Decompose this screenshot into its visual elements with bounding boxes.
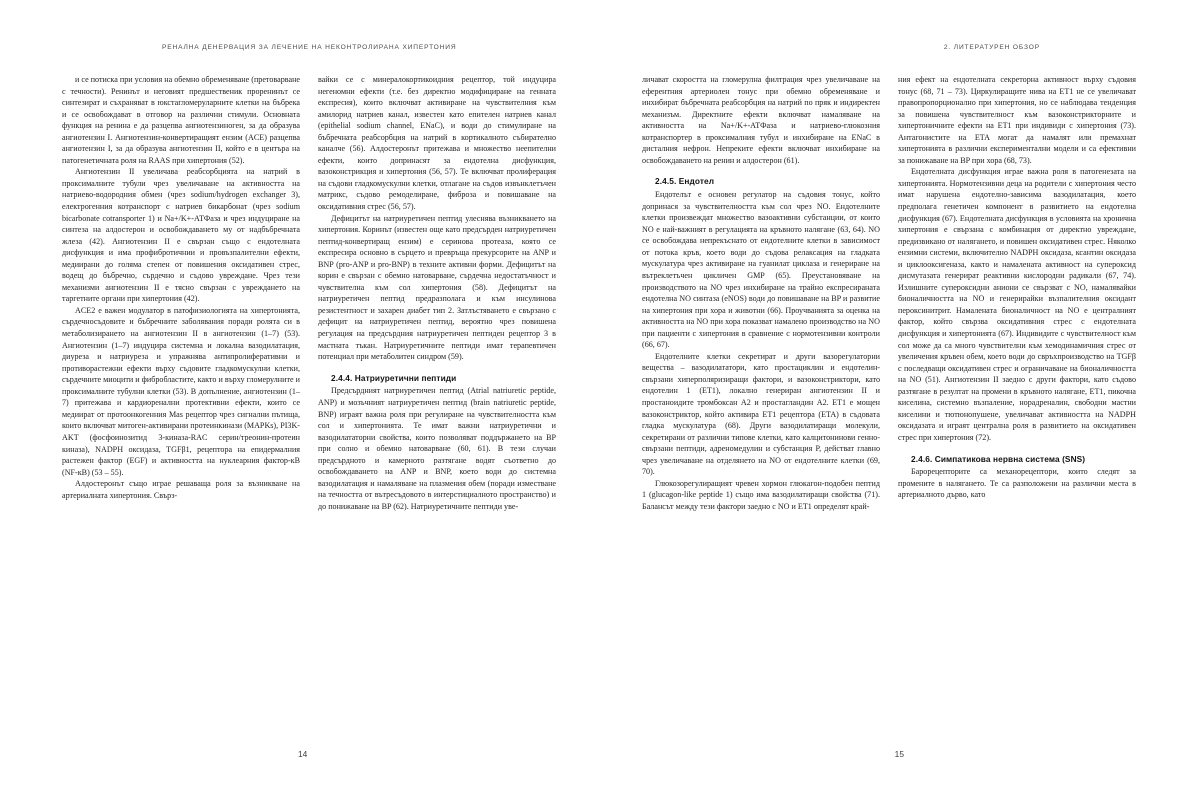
- paragraph: Ангиотензин II увеличава реабсорбцията на натрий в проксималните тубули чрез увеличаване на активността на натриево-водородния обмен (чрез sodium/hydrogen exchanger 3), електрогенния котранспорт с натриев бикарбонат (чрез sodium bicarbonate cotransporter 1) и Na+/K+-АТФаза и чрез индуциране на синтеза на алдостерон и освобождаването му от надбъбречната жлеза (42). Ангиотензин II е свързан също с ендотелната дисфункция и има профибротичнии и провъзпалителни ефекти, медиирани до голяма степен от повишения оксидативен стрес, водещ до бъбречно, сърдечно и съдово увреждане. Чрез тези механизми ангиотензин II е тясно свързан с увреждането на таргетните органи при хипертония (42).: [62, 167, 300, 304]
- paragraph: Алдостеронът също играе решаваща роля за възникване на артериалната хипертония. Свърз-: [62, 479, 300, 500]
- paragraph: и се потиска при условия на обемно обременяване (претоварване с течности). Ренинът и неговият предшественик проренинът се синтезират и съхраняват в юкстагломеруларните клетки на бъбрека и се освобождават в отговор на различни стимули. Основната функция на ренина е да разцепва ангиотензиноген, за да образува ангиотензин I. Ангиотензин-конвертиращият ензим (ACE) разцепва ангиотензин I, за да образува ангиотензин II, който е в центъра на патогенетичната роля на RAAS при хипертония (52).: [62, 75, 300, 165]
- running-header-right: 2. ЛИТЕРАТУРЕН ОБЗОР: [943, 44, 1040, 51]
- column-3: [642, 74, 880, 722]
- page-number-left: 14: [298, 749, 308, 759]
- page-number-right: 15: [894, 749, 904, 759]
- paragraph: Глюкозорегулиращият чревен хормон глюкагон-подобен пептид 1 (glucagon-like peptide 1) също има вазодилатиращи свойства (71). Балансът между тези фактори заедно с NO и ET1 определят край-: [642, 478, 880, 511]
- page-right: [600, 0, 1200, 807]
- paragraph: вайки се с минералокортикоидния рецептор, той индуцира негеномни ефекти (т.е. без директно модифициране на генната експресия), които включват активиране на чувствителния към амилорид натриев канал, известен като епителен натриев канал (epithelial sodium channel, ENaC), и води до стимулиране на бъбречната реабсорбция на натрий в кортикалното събирателно каналче (56). Алдостеронът притежава и множество неепителни ефекти, които допринасят за ендотелна дисфункция, вазоконстрикция и хипертония (56, 57). Те включват пролиферация на съдови гладкомускулни клетки, отлагане на съдов извънклетъчен матрикс, съдово ремоделиране, фиброза и повишаване на оксидативния стрес (56, 57).: [318, 75, 556, 212]
- paragraph: ACE2 е важен модулатор в патофизиологията на хипертонията, сърдечносъдовите и бъбречните заболявания поради ролята си в метаболизирането на ангиотензин II в ангиотензин (1–7) (53). Ангиотензин (1–7) индуцира системна и локална вазодилатация, диуреза и натриуреза и упражнява антипролиферативни и противорастежни ефекти върху съдовите гладкомускулни клетки, сърдечните миоцити и фибробластите, както и върху гломерулните и проксималните тубулни клетки (53). В допълнение, ангиотензин (1–7) притежава и кардиоренални протективни ефекти, които се медиират от протоонкогенния Mas рецептор чрез сигнални пътища, които включват митоген-активирани протеинкинази (MAPKs), PI3K-AKT (фосфоинозитид 3-киназа-RAC серин/треонин-протеин киназа), NADPH оксидаза, TGFβ1, рецептора на епидермалния растежен фактор (EGF) и активността на нуклеарния фактор-кВ (NF-кВ) (53 – 55).: [62, 305, 300, 477]
- section-heading-2-4-5: 2.4.5. Ендотел: [655, 176, 715, 187]
- column-2: [318, 74, 556, 722]
- column-1: [62, 74, 300, 722]
- section-heading-2-4-4: 2.4.4. Натриуретични пептиди: [331, 372, 457, 383]
- paragraph: Ендотелът е основен регулатор на съдовия тонус, който допринася за чувствителността към сол чрез NO. Ендотелните клетки произвеждат множество вазоактивни субстанции, от които NO е най-важният в регулацията на кръвното налягане (63, 64). NO се освобождава непрекъснато от ендотелните клетки в зависимост от потока кръв, което води до съдова релаксация на гладката мускулатура чрез активиране на гуанилат циклаза и генериране на вътреклетъчен цикличен GMP (65). Преустановяване на производството на NO чрез инхибиране на трайно експресираната ендотелна NO синтаза (eNOS) води до повишаване на BP и развитие на хипертония при хора и животни (66). Проучванията за оценка на активността на NO при хора показват намалено производство на NO при пациенти с хипертония в сравнение с нормотензивни контроли (66, 67).: [642, 190, 880, 350]
- section-heading-2-4-6: 2.4.6. Симпатикова нервна система (SNS): [911, 453, 1086, 464]
- running-header-left: РЕНАЛНА ДЕНЕРВАЦИЯ ЗА ЛЕЧЕНИЕ НА НЕКОНТРОЛИРАНА ХИПЕРТОНИЯ: [162, 44, 457, 51]
- paragraph: Дефицитът на натриуретичен пептид улеснява възникването на хипертония. Коринът (известен още като предсърден натриуретичен пептид-конвертиращ ензим) е серинова протеаза, която се експресира основно в сърцето и превръща прекурсорите на ANP и BNP (pro-ANP и pro-BNP) в техните активни форми. Дефицитът на корин е свързан с обемно натоварване, сърдечна недостатъчност и чувствителна към сол хипертония (58). Дефицитът на натриуретичен пептид предразполага и към инсулинова резистентност и захарен диабет тип 2. Затлъстяването е свързано с дефицит на натриуретичен пептид, вероятно чрез повишена регулация на предсърдния натриуретичен пептиден рецептор 3 в мастната тъкан. Натриуретичните пептиди имат терапевтичен потенциал при метаболитен синдром (59).: [318, 213, 556, 362]
- page-left-columns: [62, 74, 558, 722]
- paragraph: Предсърдният натриуретичен пептид (Atrial natriuretic peptide, ANP) и мозъчният натриуретичен пептид (brain natriuretic peptide, BNP) играят важна роля при регулиране на чувствителността към сол и хипертонията. Те имат важни натриуретични и вазодилататорни свойства, които позволяват поддържането на BP при солно и обемно натоварване (60, 61). В тези случаи предсърдното и камерното разтягане водят съответно до освобождаването на ANP и BNP, което води до системна вазодилатация и намаляване на плазмения обем (поради изместване на течността от вътресъдовото в интерстициалното пространство) и до понижаване на BP (62). Натриуретичните пептиди уве-: [318, 386, 556, 511]
- column-4: [898, 74, 1136, 722]
- paragraph: ния ефект на ендотелната секреторна активност върху съдовия тонус (68, 71 – 73). Циркулиращите нива на ET1 не се увеличават правопропорционално при хипертония, но се наблюдава тенденция за повишена чувствителност към вазоконстрикторните и хипертоничните ефекти на ET1 при индивиди с хипертония (73). Антагонистите на ETA могат да намалят или премахнат хипертонията в различни експериментални модели и са ефективни за понижаване на BP при хора (68, 73).: [898, 75, 1136, 165]
- page-right-columns: [642, 74, 1138, 722]
- paragraph: Ендотелната дисфункция играе важна роля в патогенезата на хипертонията. Нормотензивни деца на родители с хипертония често имат нарушена ендотелно-зависима вазодилатация, което предполага генетичен компонент в развитието на ендотелна дисфункция (67). Ендотелната дисфункция в условията на хронична хипертония е свързана с комбинация от директно увреждане, предизвикано от налягането, и повишен оксидативен стрес. Няколко ензимни системи, включително NADPH оксидаза, ксантин оксидаза и циклооксигеназа, както и намалената активност на супероксид дисмутазата генерират реактивни кислородни радикали (67, 74). Излишните супероксидни аниони се свързват с NO, намалявайки бионаличността на NO и генерирайки възпалителния оксидант пероксинитрит. Намалената бионаличност на NO е централният фактор, който свързва оксидативния стрес с ендотелната дисфункция и хипертонията (67). Индивидите с чувствителност към сол може да са много чувствителни към хемодинамичния стрес от увеличения кръвен обем, което води до свръхпроизводство на TGFβ с последващи оксидативен стрес и ограничаване на бионаличността на NO (51). Ангиотензин II заедно с други фактори, като съдово разтягане в резултат на промени в кръвното налягане, ET1, пикочна киселина, системно възпаление, норадреналин, свободни мастни киселини и тютюнопушене, увеличават активността на NADPH оксидазата и играят централна роля в развитието на оксидативен стрес при хипертония (72).: [898, 167, 1136, 442]
- paragraph: Ендотелните клетки секретират и други вазорегулаторни вещества – вазодилататори, като простациклин и ендотелин-свързани хиперполяризиращи фактори, и вазоконстриктори, като ендотелин 1 (ET1), локално генериран ангиотензин II и простаноидите тромбоксан A2 и простагландин A2. ET1 е мощен вазоконстриктор, който активира ET1 рецептора (ETA) в съдовата гладка мускулатура (68). Други вазодилатиращи молекули, секретирани от различни типове клетки, като калцитонинови генно-свързани пептиди, адреномедулин и субстанция P, действат главно чрез увеличаване на отделянето на NO от ендотелните клетки (69, 70).: [642, 351, 880, 477]
- paragraph: Барорецепторите са механорецептори, които следят за промените в налягането. Те са разположени на различни места в артериалното дърво, като: [898, 467, 1136, 500]
- paragraph: личават скоростта на гломерулна филтрация чрез увеличаване на еферентния артериолен тонус при обемно обременяване и инхибират бъбречната реабсорбция на натрий по пряк и индиректен механизъм. Директните ефекти включват намаляване на активността на Na+/K+-АТФаза и натриево-глюкозния котранспортер в проксималния тубул и инхибиране на ENaC в дисталния нефрон. Непреките ефекти включват инхибиране на освобождаването на ренин и алдостерон (61).: [642, 75, 880, 165]
